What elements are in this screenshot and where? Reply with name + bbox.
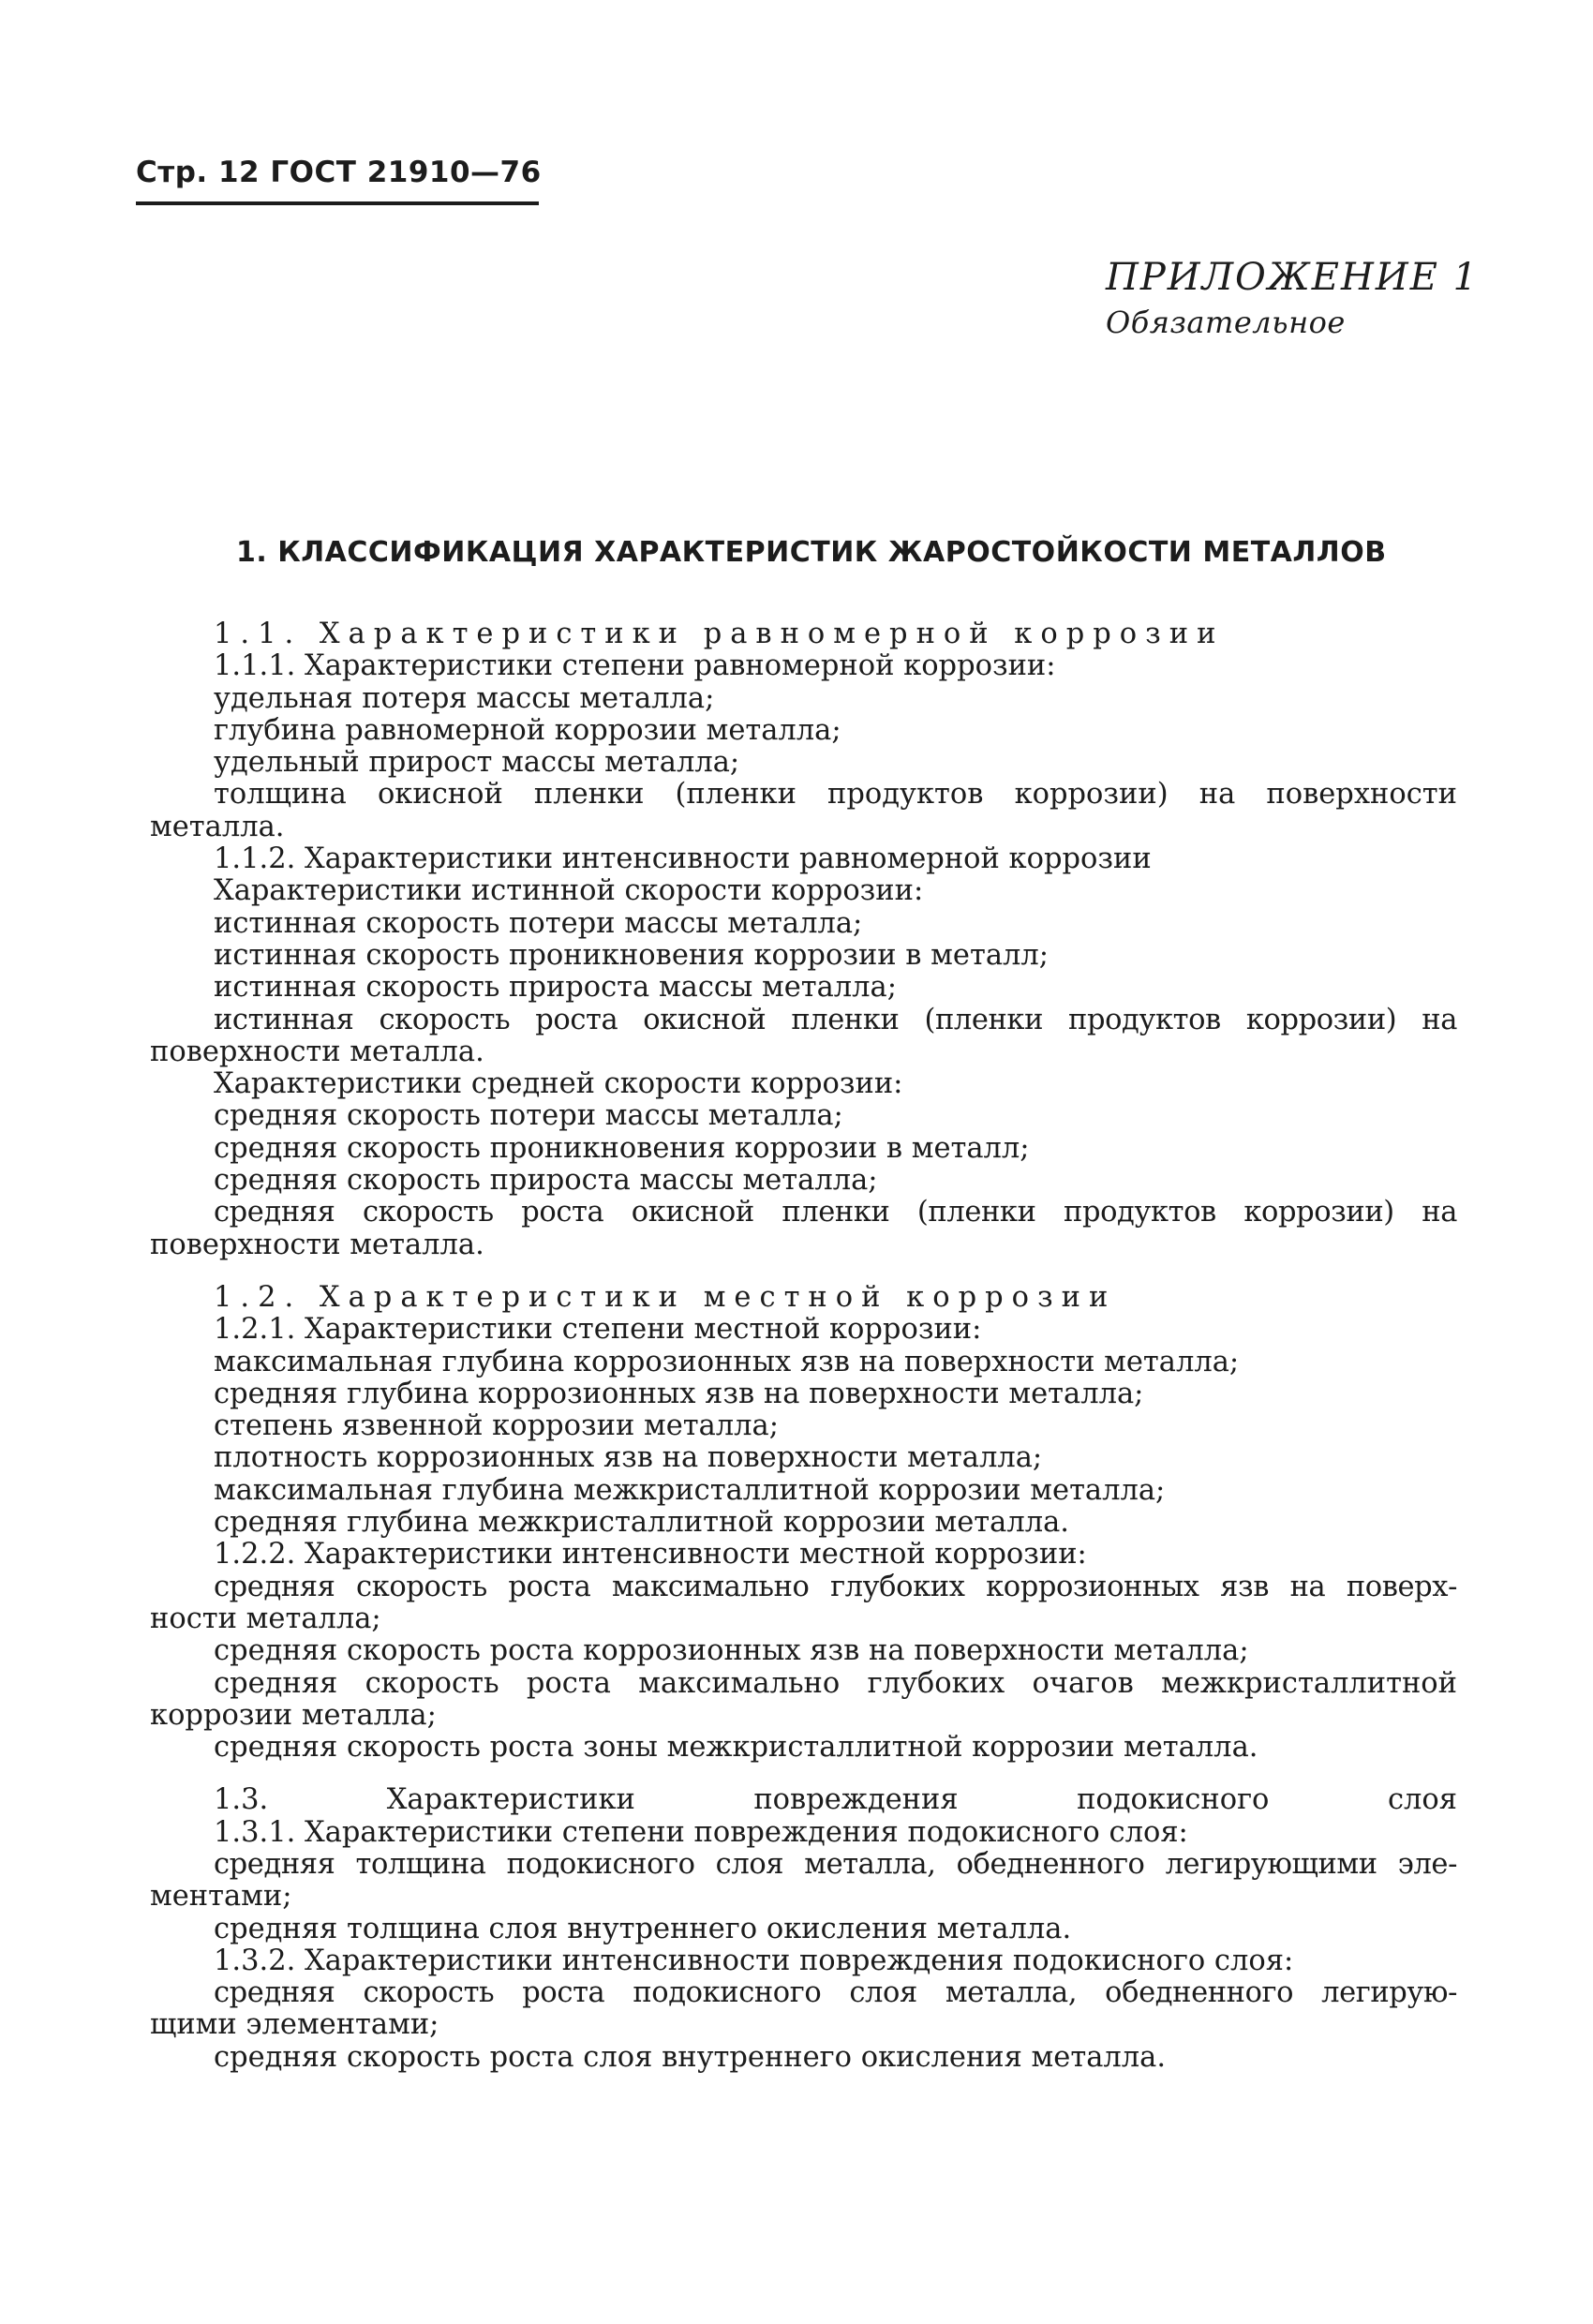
group-heading: Характеристики средней скорости коррозии: xyxy=(214,1067,903,1101)
list-item: средняя скорость прироста массы металла; xyxy=(214,1164,878,1198)
list-item: средняя толщина подокисного слоя металла, обедненного легирующими эле- xyxy=(214,1847,1457,1881)
list-item-continuation: коррозии металла; xyxy=(150,1698,437,1732)
group-heading: Характеристики истинной скорости коррозии: xyxy=(214,874,924,908)
appendix-title: ПРИЛОЖЕНИЕ 1 xyxy=(1106,256,1480,299)
list-item: удельный прирост массы металла; xyxy=(214,746,740,780)
list-item: истинная скорость роста окисной пленки (пленки продуктов коррозии) на xyxy=(214,1003,1457,1036)
list-item: истинная скорость прироста массы металла; xyxy=(214,971,898,1005)
list-item-continuation: ности металла; xyxy=(150,1601,381,1635)
clause-heading: 1.3.1. Характеристики степени повреждения подокисного слоя: xyxy=(214,1815,1188,1849)
appendix-status: Обязательное xyxy=(1106,305,1346,340)
list-item: средняя глубина коррозионных язв на поверхности металла; xyxy=(214,1377,1144,1410)
list-item-continuation: ментами; xyxy=(150,1880,292,1914)
list-item: истинная скорость потери массы металла; xyxy=(214,906,863,940)
list-item: глубина равномерной коррозии металла; xyxy=(214,713,841,747)
clause-heading: 1.1.2. Характеристики интенсивности равномерной коррозии xyxy=(214,842,1152,876)
clause-heading: 1.2.1. Характеристики степени местной коррозии: xyxy=(214,1313,982,1347)
clause-heading: 1.1.1. Характеристики степени равномерной коррозии: xyxy=(214,649,1056,683)
list-item: степень язвенной коррозии металла; xyxy=(214,1409,780,1443)
list-item: средняя скорость роста максимально глубоких коррозионных язв на поверх- xyxy=(214,1570,1457,1603)
header-rule xyxy=(136,201,539,205)
list-item: средняя скорость потери массы металла; xyxy=(214,1099,843,1133)
subsection-heading: 1.1. Характеристики равномерной коррозии xyxy=(214,618,1225,650)
document-body xyxy=(150,618,1457,2074)
list-item: плотность коррозионных язв на поверхности металла; xyxy=(214,1441,1043,1475)
list-item: средняя скорость роста зоны межкристаллитной коррозии металла. xyxy=(214,1731,1258,1765)
list-item: средняя скорость проникновения коррозии в металл; xyxy=(214,1131,1030,1165)
list-item-continuation: поверхности металла. xyxy=(150,1035,484,1068)
list-item-continuation: поверхности металла. xyxy=(150,1228,484,1261)
list-item: истинная скорость проникновения коррозии в металл; xyxy=(214,938,1050,972)
clause-heading: 1.3.2. Характеристики интенсивности повреждения подокисного слоя: xyxy=(214,1944,1294,1977)
section-title: 1. КЛАССИФИКАЦИЯ ХАРАКТЕРИСТИК ЖАРОСТОЙКОСТИ МЕТАЛЛОВ xyxy=(236,536,1387,569)
list-item: средняя скорость роста подокисного слоя металла, обедненного легирую- xyxy=(214,1976,1457,2010)
list-item-continuation: металла. xyxy=(150,810,285,843)
clause-heading: 1.2.2. Характеристики интенсивности местной коррозии: xyxy=(214,1538,1087,1572)
subsection-heading: 1.2. Характеристики местной коррозии xyxy=(214,1280,1117,1314)
list-item: средняя скорость роста окисной пленки (пленки продуктов коррозии) на xyxy=(214,1196,1457,1229)
list-item: максимальная глубина коррозионных язв на поверхности металла; xyxy=(214,1345,1240,1378)
list-item: средняя скорость роста коррозионных язв на поверхности металла; xyxy=(214,1634,1249,1668)
subsection-heading: 1.3. Характеристики повреждения подокисного слоя xyxy=(214,1783,1457,1817)
appendix-label xyxy=(1106,253,1479,343)
list-item-continuation: щими элементами; xyxy=(150,2008,439,2042)
list-item: толщина окисной пленки (пленки продуктов коррозии) на поверхности xyxy=(214,778,1457,812)
list-item: средняя толщина слоя внутреннего окисления металла. xyxy=(214,1912,1072,1945)
list-item: средняя скорость роста максимально глубоких очагов межкристаллитной xyxy=(214,1666,1457,1700)
running-header: Стр. 12 ГОСТ 21910—76 xyxy=(136,156,542,189)
list-item: средняя скорость роста слоя внутреннего окисления металла. xyxy=(214,2040,1167,2074)
list-item: максимальная глубина межкристаллитной коррозии металла; xyxy=(214,1473,1166,1507)
list-item: удельная потеря массы металла; xyxy=(214,681,715,715)
list-item: средняя глубина межкристаллитной коррозии металла. xyxy=(214,1506,1069,1540)
